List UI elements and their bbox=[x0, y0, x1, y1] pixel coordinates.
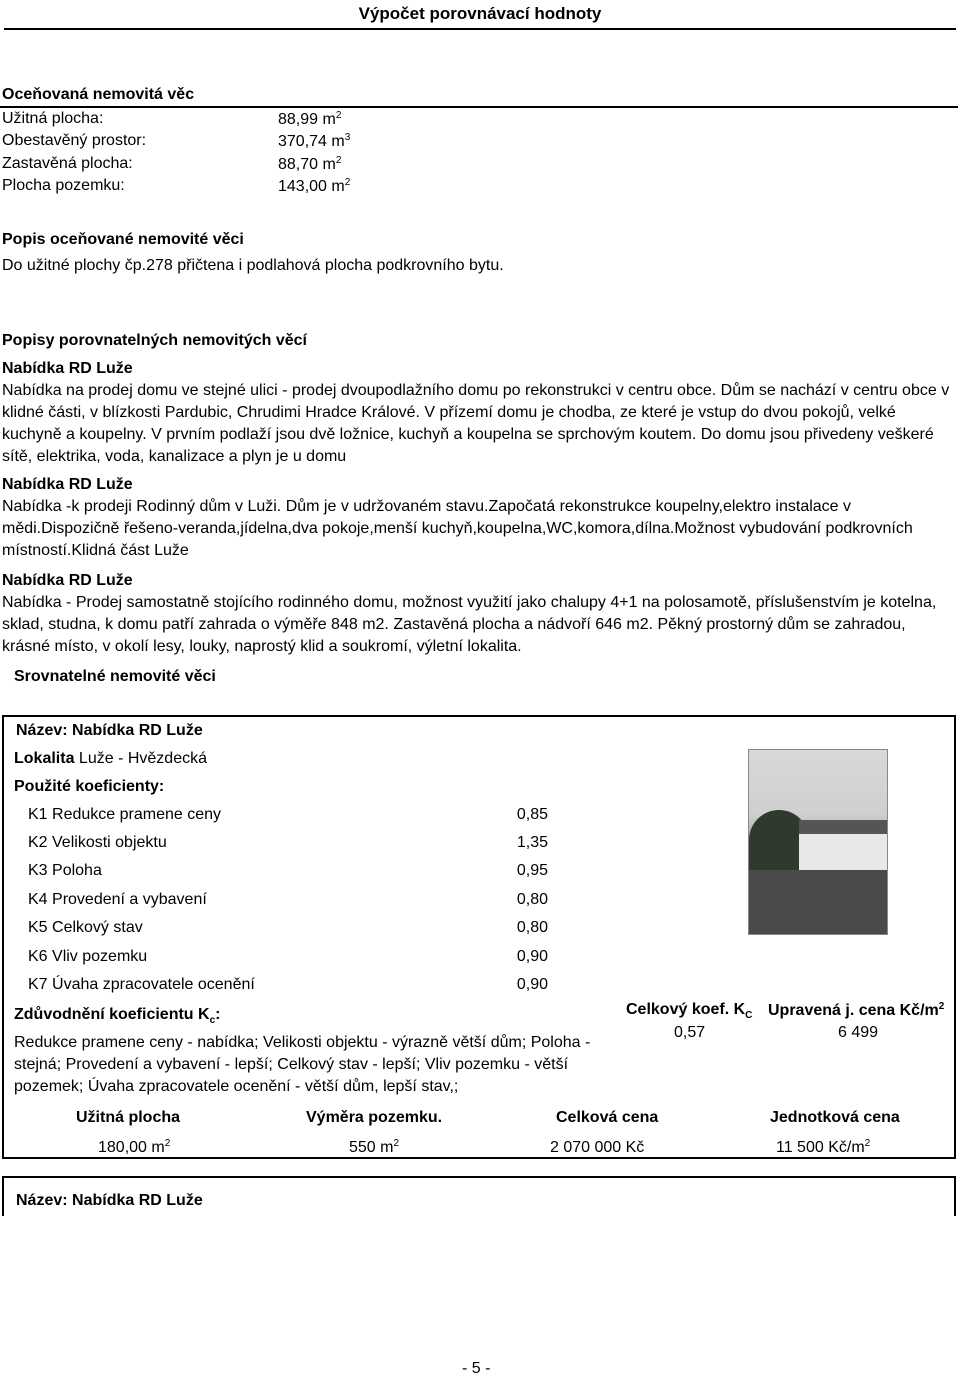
description-text: Do užitné plochy čp.278 přičtena i podlahová plocha podkrovního bytu. bbox=[2, 257, 504, 274]
comparable-desc-label: Nabídka RD Luže bbox=[2, 572, 133, 589]
card-locality: Lokalita Luže - Hvězdecká bbox=[14, 750, 207, 767]
coef-row-k5: K5 Celkový stav 0,80 bbox=[28, 919, 548, 936]
coef-row-k4: K4 Provedení a vybavení 0,80 bbox=[28, 891, 548, 908]
comparable-desc-label: Nabídka RD Luže bbox=[2, 476, 133, 493]
coef-row-k7: K7 Úvaha zpracovatele ocenění 0,90 bbox=[28, 976, 548, 993]
description-heading: Popis oceňované nemovité věci bbox=[2, 231, 244, 248]
subject-label-3: Plocha pozemku: bbox=[2, 177, 125, 194]
adjusted-price-value: 6 499 bbox=[838, 1024, 879, 1041]
subject-value-1: 370,74 $m^3$ bbox=[278, 132, 351, 150]
subject-label-2: Zastavěná plocha: bbox=[2, 155, 133, 172]
table-value-unit-price: 11 500 $Kč/m^2$ bbox=[776, 1138, 871, 1156]
table-value-area: 180,00 $m^2$ bbox=[98, 1138, 171, 1156]
comparables-heading: Popisy porovnatelných nemovitých věcí bbox=[2, 332, 307, 349]
coef-row-k6: K6 Vliv pozemku 0,90 bbox=[28, 948, 548, 965]
comparable-desc-3 bbox=[2, 570, 956, 658]
page-number: - 5 - bbox=[462, 1360, 491, 1377]
justification-label: Zdůvodnění koeficientu $K_c$: bbox=[14, 1006, 221, 1027]
table-header-area: Užitná plocha bbox=[76, 1109, 181, 1126]
subject-label-0: Užitná plocha: bbox=[2, 110, 104, 127]
comparable-desc-1 bbox=[2, 358, 956, 468]
comparable-desc-label: Nabídka RD Luže bbox=[2, 360, 133, 377]
comparable-desc-text: Nabídka na prodej domu ve stejné ulici - prodej dvoupodlažního domu po rekonstrukci v centru obce. Dům se nachází v centru obce v klidné části, v blízkosti Pardubic, Chrudimi Hradce Králové. V přízemí domu je chodba, ze které je vstup do dvou pokojů, velké kuchyně a koupelny. V prvním podlaží jsou dvě ložnice, kuchyň a koupelna se sprchovým koutem. Do domu jsou přivedeny veškeré sítě, elektrika, voda, kanalizace a plyn je u domu bbox=[2, 382, 950, 465]
coef-row-k2: K2 Velikosti objektu 1,35 bbox=[28, 834, 548, 851]
comparable-section-heading: Srovnatelné nemovité věci bbox=[14, 668, 216, 685]
coef-heading: Použité koeficienty: bbox=[14, 778, 165, 795]
total-coef-label: Celkový koef. $K_C$ bbox=[626, 1001, 753, 1022]
page-title: Výpočet porovnávací hodnoty bbox=[4, 0, 956, 30]
coef-row-k1: K1 Redukce pramene ceny 0,85 bbox=[28, 806, 548, 823]
subject-heading-rule bbox=[0, 106, 958, 108]
photo-road bbox=[749, 870, 888, 935]
justification-text: Redukce pramene ceny - nabídka; Velikosti objektu - výrazně větší dům; Poloha - stejná; Provedení a vybavení - lepší; Celkový stav - lepší; Vliv pozemku - větší pozemek; Úvaha zpracovatele ocenění - větší dům, lepší stav,; bbox=[14, 1034, 591, 1095]
table-header-unit-price: Jednotková cena bbox=[770, 1109, 900, 1126]
table-header-land: Výměra pozemku. bbox=[306, 1109, 443, 1126]
subject-heading: Oceňovaná nemovitá věc bbox=[2, 86, 195, 103]
card-name: Název: Nabídka RD Luže bbox=[16, 722, 203, 739]
subject-label-1: Obestavěný prostor: bbox=[2, 132, 147, 149]
card2-name: Název: Nabídka RD Luže bbox=[16, 1192, 203, 1209]
property-photo bbox=[748, 749, 888, 935]
coef-row-k3: K3 Poloha 0,95 bbox=[28, 862, 548, 879]
total-coef-value: 0,57 bbox=[674, 1024, 706, 1041]
comparable-desc-text: Nabídka - Prodej samostatně stojícího rodinného domu, možnost využití jako chalupy 4+1 na polosamotě, příslušenstvím je kotelna, sklad, studna, k domu patří zahrada o výměře 848 m2. Zastavěná plocha a nádvoří 646 m2. Pěkný prostorný dům se zahradou, krásné místo, v okolí lesy, louky, naprostý klid a soukromí, výletní lokalita. bbox=[2, 594, 937, 655]
comparable-desc-2 bbox=[2, 474, 956, 562]
subject-value-3: 143,00 $m^2$ bbox=[278, 177, 351, 195]
subject-value-0: 88,99 $m^2$ bbox=[278, 110, 342, 128]
adjusted-price-label: Upravená j. cena $Kč/m^2$ bbox=[768, 1001, 945, 1019]
comparable-desc-text: Nabídka -k prodeji Rodinný dům v Luži. Dům je v udržovaném stavu.Započatá rekonstrukce koupelny,elektro instalace v mědi.Dispozičně řešeno-veranda,jídelna,dva pokoje,menší kuchyň,koupelna,WC,komora,dílna.Možnost vybudování podkrovních místností.Klidná část Luže bbox=[2, 498, 913, 559]
subject-value-2: 88,70 $m^2$ bbox=[278, 155, 342, 173]
table-value-total-price: 2 070 000 Kč bbox=[550, 1139, 645, 1156]
table-value-land: 550 $m^2$ bbox=[349, 1138, 400, 1156]
table-header-total-price: Celková cena bbox=[556, 1109, 659, 1126]
